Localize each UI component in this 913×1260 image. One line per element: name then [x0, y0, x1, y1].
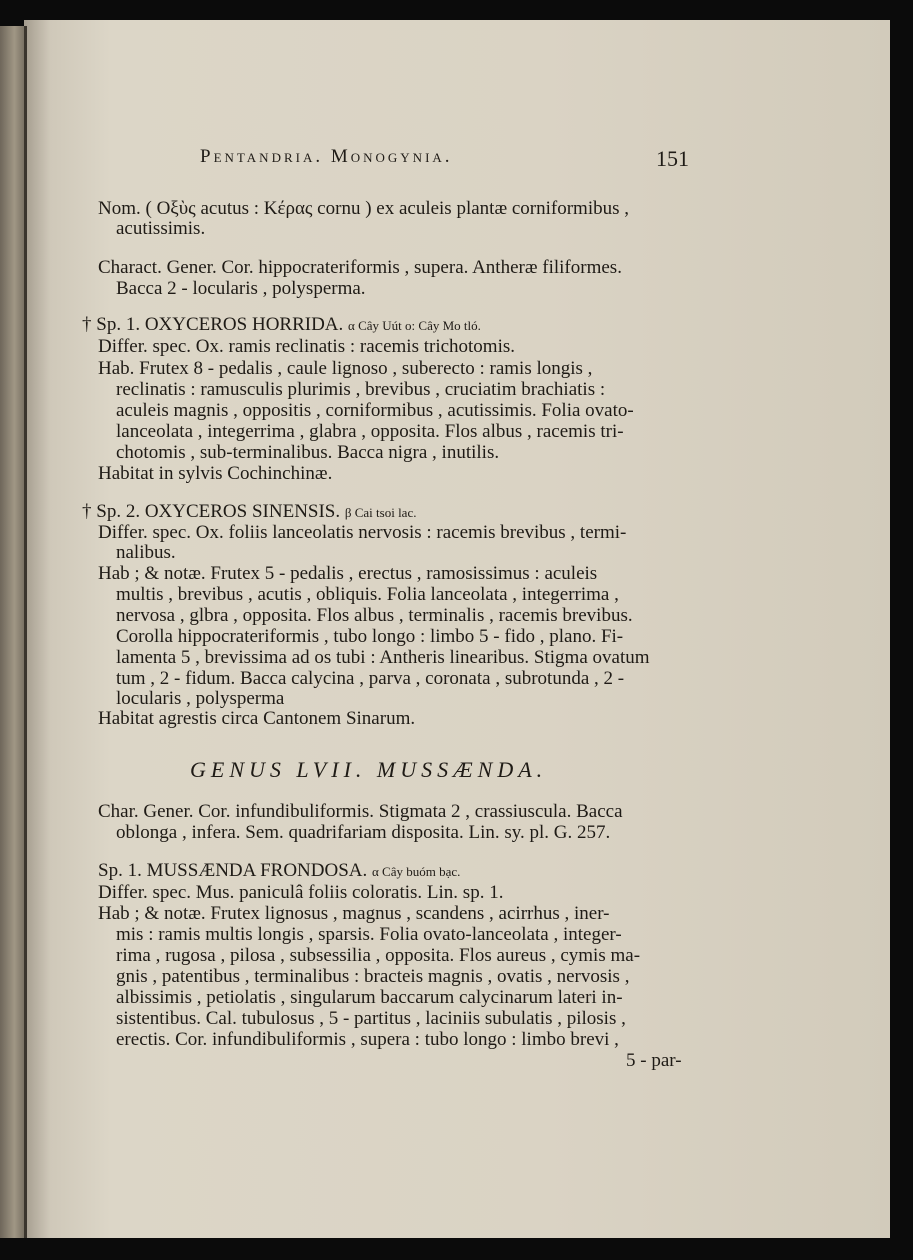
text-line: Habitat in sylvis Cochinchinæ.: [98, 463, 333, 484]
text-line: tum , 2 - fidum. Bacca calycina , parva , coronata , subrotunda , 2 -: [116, 668, 625, 689]
text-line: Habitat agrestis circa Cantonem Sinarum.: [98, 708, 416, 729]
text-line: acutissimis.: [116, 218, 206, 239]
text-line: Hab ; & notæ. Frutex lignosus , magnus , scandens , acirrhus , iner-: [98, 903, 610, 924]
running-head: Pentandria. Monogynia.: [200, 146, 453, 167]
text-line: erectis. Cor. infundibuliformis , supera : tubo longo : limbo brevi ,: [116, 1029, 619, 1050]
text-line: Char. Gener. Cor. infundibuliformis. Stigmata 2 , crassiuscula. Bacca: [98, 801, 623, 822]
page-header: [24, 146, 890, 176]
text-line: sistentibus. Cal. tubulosus , 5 - partitus , laciniis subulatis , pilosis ,: [116, 1008, 626, 1029]
text-line: nalibus.: [116, 542, 176, 563]
vernacular-name: α Cây buóm bạc.: [372, 864, 461, 879]
text-line: Hab ; & notæ. Frutex 5 - pedalis , erectus , ramosissimus : aculeis: [98, 563, 598, 584]
species-heading: [82, 501, 416, 523]
species-name: † Sp. 1. OXYCEROS HORRIDA.: [82, 314, 344, 335]
text-line: albissimis , petiolatis , singularum baccarum calycinarum lateri in-: [116, 987, 623, 1008]
text-line: Charact. Gener. Cor. hippocrateriformis , supera. Antheræ filiformes.: [98, 257, 622, 278]
species-name: Sp. 1. MUSSÆNDA FRONDOSA.: [98, 860, 368, 881]
text-line: Bacca 2 - locularis , polysperma.: [116, 278, 366, 299]
text-line: Corolla hippocrateriformis , tubo longo : limbo 5 - fido , plano. Fi-: [116, 626, 624, 647]
book-page: [24, 20, 890, 1238]
species-heading: [82, 314, 481, 336]
text-line: chotomis , sub-terminalibus. Bacca nigra , inutilis.: [116, 442, 500, 463]
vernacular-name: β Cai tsoi lac.: [344, 505, 417, 520]
binding-gutter: [24, 26, 27, 1238]
text-line: Nom. ( Οξὺς acutus : Κέρας cornu ) ex aculeis plantæ corniformibus ,: [98, 198, 630, 219]
vernacular-name: α Cây Uút o: Cây Mo tló.: [348, 318, 481, 333]
text-line: nervosa , glbra , opposita. Flos albus , terminalis , racemis brevibus.: [116, 605, 633, 626]
previous-page-edge: [0, 26, 24, 1238]
page-number: 151: [656, 146, 689, 171]
text-line: lamenta 5 , brevissima ad os tubi : Antheris linearibus. Stigma ovatum: [116, 647, 650, 668]
text-line: Differ. spec. Mus. paniculâ foliis coloratis. Lin. sp. 1.: [98, 882, 504, 903]
text-line: oblonga , infera. Sem. quadrifariam disposita. Lin. sy. pl. G. 257.: [116, 822, 611, 843]
genus-heading: GENUS LVII. MUSSÆNDA.: [190, 757, 548, 782]
text-line: gnis , patentibus , terminalibus : bracteis magnis , ovatis , nervosis ,: [116, 966, 630, 987]
text-line: Differ. spec. Ox. ramis reclinatis : racemis trichotomis.: [98, 336, 516, 357]
text-line: locularis , polysperma: [116, 688, 285, 709]
text-line: mis : ramis multis longis , sparsis. Folia ovato-lanceolata , integer-: [116, 924, 622, 945]
text-line: reclinatis : ramusculis plurimis , brevibus , cruciatim brachiatis :: [116, 379, 606, 400]
text-line: lanceolata , integerrima , glabra , opposita. Flos albus , racemis tri-: [116, 421, 624, 442]
catchword: 5 - par-: [626, 1050, 682, 1071]
species-heading: [98, 860, 460, 882]
text-line: aculeis magnis , oppositis , corniformibus , acutissimis. Folia ovato-: [116, 400, 634, 421]
species-name: † Sp. 2. OXYCEROS SINENSIS.: [82, 501, 341, 522]
text-line: Differ. spec. Ox. foliis lanceolatis nervosis : racemis brevibus , termi-: [98, 522, 627, 543]
text-line: multis , brevibus , acutis , obliquis. Folia lanceolata , integerrima ,: [116, 584, 619, 605]
text-line: rima , rugosa , pilosa , subsessilia , opposita. Flos aureus , cymis ma-: [116, 945, 641, 966]
text-line: Hab. Frutex 8 - pedalis , caule lignoso , suberecto : ramis longis ,: [98, 358, 593, 379]
